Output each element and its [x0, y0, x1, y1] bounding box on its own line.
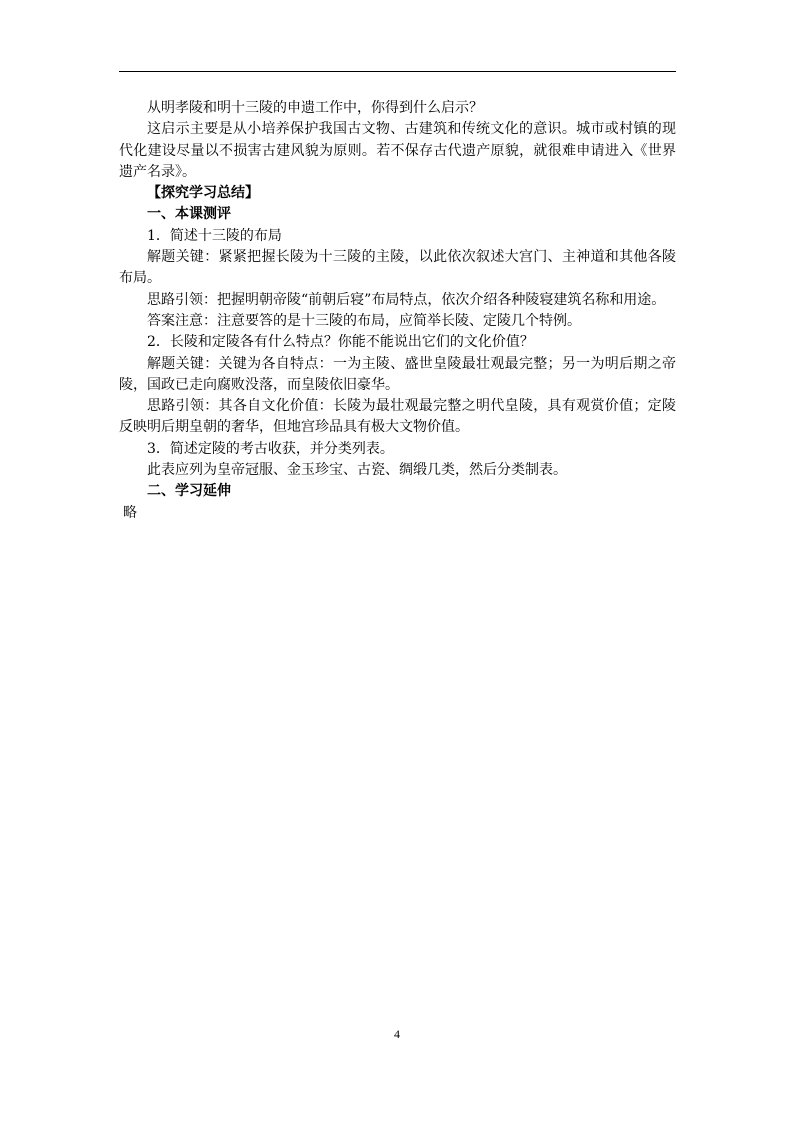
page-number: 4: [394, 1027, 400, 1041]
paragraph-inspiration-answer: 这启示主要是从小培养保护我国古文物、古建筑和传统文化的意识。城市或村镇的现代化建设尽量以不损害古建风貌为原则。若不保存古代遗产原貌，就很难申请进入《世界遗产名录》。: [119, 121, 676, 180]
paragraph-question-inspiration: 从明孝陵和明十三陵的申遗工作中，你得到什么启示？: [147, 100, 483, 116]
question-1-key: 解题关键：紧紧把握长陵为十三陵的主陵，以此依次叙述大宫门、主神道和其他各陵布局。: [119, 249, 676, 287]
question-2-key: 解题关键：关键为各自特点：一为主陵、盛世皇陵最壮观最完整；另一为明后期之帝陵，国政已走向腐败没落，而皇陵依旧豪华。: [119, 355, 676, 393]
question-2-guide: 思路引领：其各自文化价值：长陵为最壮观最完整之明代皇陵，具有观赏价值；定陵反映明后期皇朝的奢华，但地宫珍品具有极大文物价值。: [119, 398, 676, 436]
section-heading-assessment: 一、本课测评: [147, 206, 231, 223]
header-rule: [119, 71, 676, 72]
document-body: [119, 98, 676, 524]
question-2: 2．长陵和定陵各有什么特点？你能不能说出它们的文化价值？: [147, 334, 534, 351]
section-heading-extension: 二、学习延伸: [147, 483, 231, 500]
question-3: 3．简述定陵的考古收获，并分类列表。: [147, 440, 394, 457]
question-1-guide: 思路引领：把握明朝帝陵“前朝后寝”布局特点，依次介绍各种陵寝建筑名称和用途。: [147, 291, 666, 308]
question-3-answer: 此表应列为皇帝冠服、金玉珍宝、古瓷、绸缎几类，然后分类制表。: [147, 462, 567, 479]
question-1-note: 答案注意：注意要答的是十三陵的布局，应简举长陵、定陵几个特例。: [147, 312, 581, 329]
extension-note: 略: [123, 504, 137, 521]
section-heading-summary: 【探究学习总结】: [147, 185, 259, 202]
question-1: 1．简述十三陵的布局: [147, 227, 282, 244]
